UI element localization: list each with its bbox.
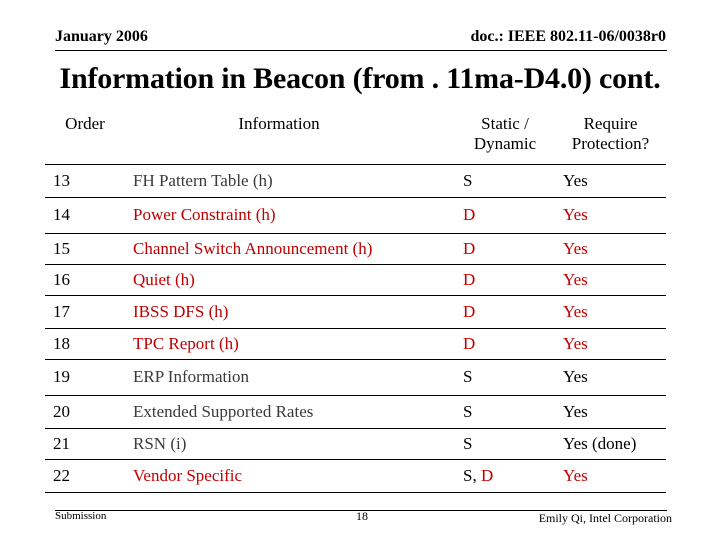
header-require-protection [555,109,666,164]
cell-require: Yes [555,459,666,492]
cell-require: Yes [555,295,666,328]
cell-information: Quiet (h) [125,264,455,295]
cell-order: 22 [45,459,125,492]
header-static-dynamic [455,109,555,164]
header-require-line2: Protection? [571,134,650,153]
cell-order: 18 [45,328,125,359]
cell-order: 19 [45,359,125,395]
slide-title: Information in Beacon (from . 11ma-D4.0) cont. [59,62,661,95]
cell-information: RSN (i) [125,428,455,459]
cell-order: 17 [45,295,125,328]
table-row [45,295,666,328]
footer-author: Emily Qi, Intel Corporation [538,511,672,525]
header-doc-id: doc.: IEEE 802.11-06/0038r0 [470,28,666,45]
cell-order: 14 [45,197,125,233]
cell-information: FH Pattern Table (h) [125,164,455,197]
cell-information: TPC Report (h) [125,328,455,359]
header-order: Order [65,114,105,133]
cell-static-dynamic: D [455,264,555,295]
cell-order: 15 [45,233,125,264]
cell-static-dynamic: D [455,328,555,359]
cell-information: Vendor Specific [125,459,455,492]
table-header-row [45,109,666,164]
table-row [45,359,666,395]
header-static-dynamic-line2: Dynamic [473,134,537,153]
table-row [45,164,666,197]
header-static-dynamic-line1: Static / [481,114,529,133]
footer-page-number: 18 [356,509,368,523]
cell-require: Yes (done) [555,428,666,459]
cell-require: Yes [555,359,666,395]
table-row [45,428,666,459]
cell-static-dynamic: D [455,295,555,328]
cell-information: ERP Information [125,359,455,395]
cell-information: IBSS DFS (h) [125,295,455,328]
cell-order: 21 [45,428,125,459]
table-row [45,233,666,264]
cell-static-dynamic: D [455,233,555,264]
cell-static-dynamic-d: D [480,465,494,485]
cell-order: 16 [45,264,125,295]
header-require-line1: Require [583,114,638,133]
cell-information: Channel Switch Announcement (h) [125,233,455,264]
cell-require: Yes [555,328,666,359]
table-row [45,264,666,295]
cell-order: 13 [45,164,125,197]
cell-require: Yes [555,233,666,264]
cell-information: Extended Supported Rates [125,395,455,428]
cell-require: Yes [555,164,666,197]
cell-static-dynamic: S [455,428,555,459]
header-divider [55,50,667,51]
cell-static-dynamic [455,459,555,492]
cell-order: 20 [45,395,125,428]
cell-static-dynamic: S [455,359,555,395]
cell-require: Yes [555,395,666,428]
table-row [45,459,666,492]
cell-require: Yes [555,197,666,233]
cell-require: Yes [555,264,666,295]
header-date: January 2006 [55,28,148,45]
cell-information: Power Constraint (h) [125,197,455,233]
cell-static-dynamic: S [455,164,555,197]
table-row [45,197,666,233]
table-row [45,395,666,428]
cell-static-dynamic-s: S, [463,465,481,485]
beacon-info-table [45,109,666,493]
header-information: Information [238,114,320,133]
cell-static-dynamic: S [455,395,555,428]
footer-submission: Submission [55,510,107,522]
cell-static-dynamic: D [455,197,555,233]
table-row [45,328,666,359]
